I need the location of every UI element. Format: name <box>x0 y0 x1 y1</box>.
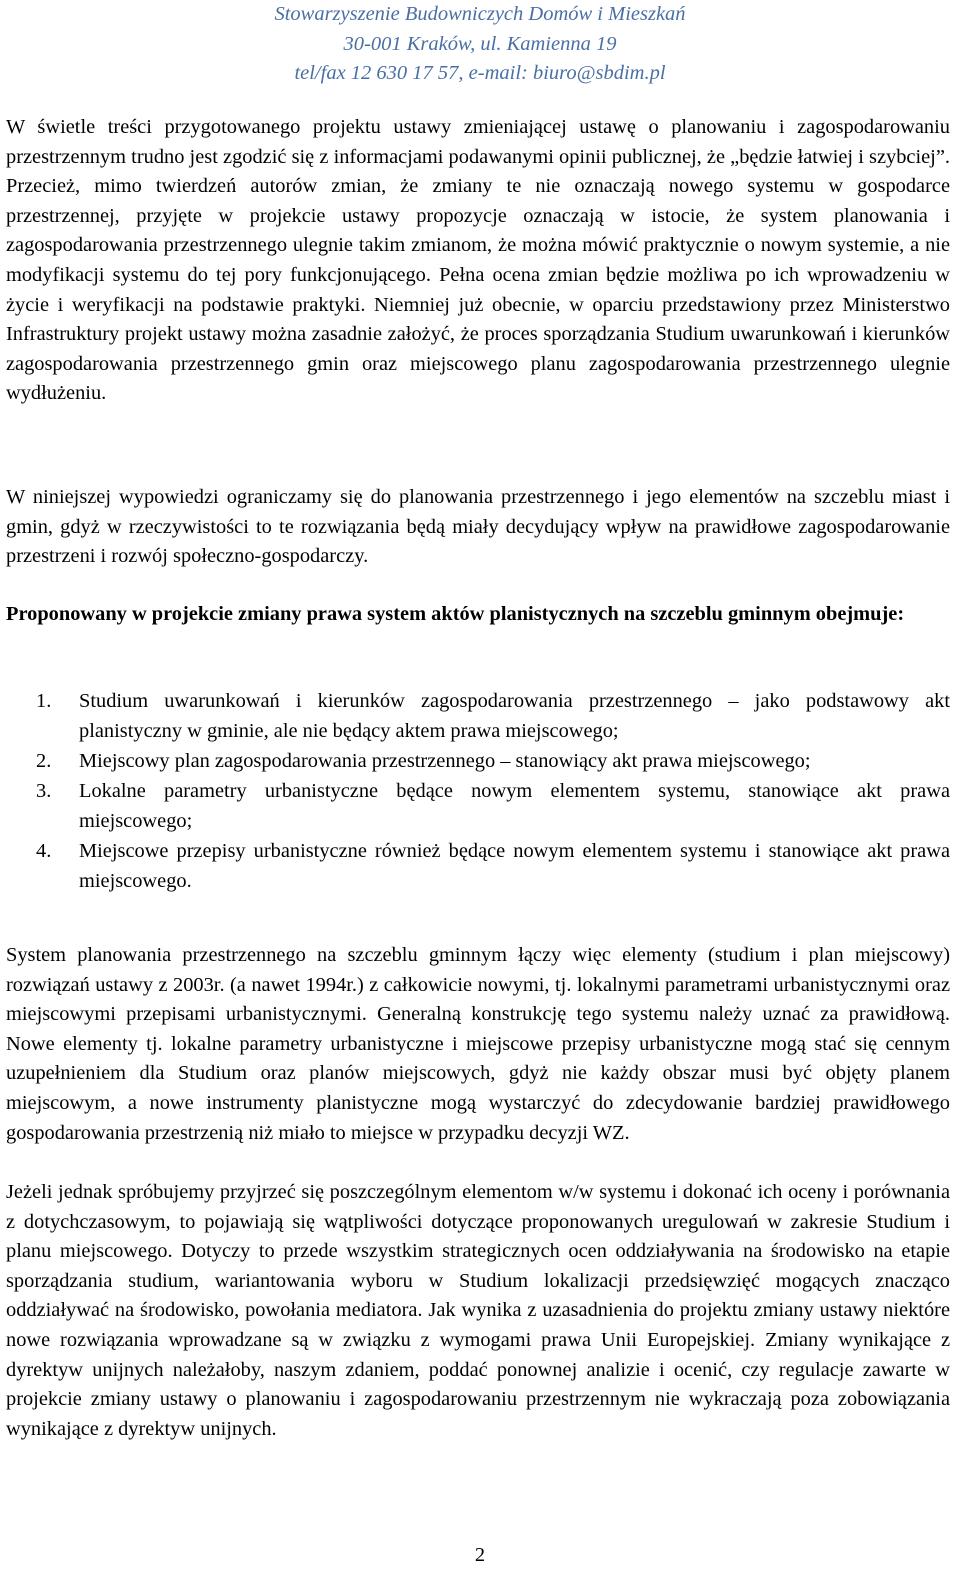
paragraph-doubts: Jeżeli jednak spróbujemy przyjrzeć się poszczególnym elementom w/w systemu i dokonać ich oceny i porównania z dotychczasowym, to pojawiają się wątpliwości dotyczące proponowanych uregulowań w zakresie Studium i planu miejscowego. Dotyczy to przede wszystkim strategicznych ocen oddziaływania na środowisko na etapie sporządzania studium, wariantowania wyboru w Studium lokalizacji przedsięwzięć mogących znacząco oddziaływać na środowisko, powołania mediatora. Jak wynika z uzasadnienia do projektu zmiany ustawy niektóre nowe rozwiązania wprowadzane są w związku z wymogami prawa Unii Europejskiej. Zmiany wynikające z dyrektyw unijnych należałoby, naszym zdaniem, poddać ponownej analizie i ocenić, czy regulacje zawarte w projekcie zmiany ustawy o planowaniu i zagospodarowaniu przestrzennym nie wykraczają poza zobowiązania wynikające z dyrektyw unijnych. <box>6 1181 950 1440</box>
page-number: 2 <box>474 1544 486 1566</box>
paragraph-scope: W niniejszej wypowiedzi ograniczamy się do planowania przestrzennego i jego elementów na szczeblu miast i gmin, gdyż w rzeczywistości to te rozwiązania będą miały decydujący wpływ na prawidłowe zagospodarowanie przestrzeni i rozwój społeczno-gospodarczy. <box>6 486 950 568</box>
list-item-number: 1. <box>36 690 52 712</box>
list-item-text: Lokalne parametry urbanistyczne będące nowym elementem systemu, stanowiące akt prawa miejscowego; <box>79 780 950 832</box>
paragraph-system-assessment: System planowania przestrzennego na szczeblu gminnym łączy więc elementy (studium i plan miejscowy) rozwiązań ustawy z 2003r. (a nawet 1994r.) z całkowicie nowymi, tj. lokalnymi parametrami urbanistycznymi oraz miejscowymi przepisami urbanistycznymi. Generalną konstrukcję tego systemu należy uznać za prawidłową. Nowe elementy tj. lokalne parametry urbanistyczne i miejscowe przepisy urbanistyczne mogą stać się cennym uzupełnieniem dla Studium oraz planów miejscowych, gdyż nie każdy obszar musi być objęty planem miejscowym, a nowe instrumenty planistyczne mogą wystarczyć do zdecydowanie bardziej prawidłowego gospodarowania przestrzenią niż miało to miejsce w przypadku decyzji WZ. <box>6 944 950 1144</box>
list-item-number: 2. <box>36 750 52 772</box>
list-item <box>0 776 950 836</box>
letterhead-address: 30-001 Kraków, ul. Kamienna 19 <box>343 32 617 55</box>
list-item-number: 4. <box>36 840 52 862</box>
list-item-text: Miejscowy plan zagospodarowania przestrzennego – stanowiący akt prawa miejscowego; <box>79 750 811 772</box>
letterhead <box>200 0 760 89</box>
list-item <box>0 686 950 746</box>
list-item-text: Studium uwarunkowań i kierunków zagospodarowania przestrzennego – jako podstawowy akt planistyczny w gminie, ale nie będący aktem prawa miejscowego; <box>79 690 950 742</box>
list-item-number: 3. <box>36 780 52 802</box>
paragraph-intro: W świetle treści przygotowanego projektu ustawy zmieniającej ustawę o planowaniu i zagospodarowaniu przestrzennym trudno jest zgodzić się z informacjami podawanymi opinii publicznej, że „będzie łatwiej i szybciej”. Przecież, mimo twierdzeń autorów zmian, że zmiany te nie oznaczają nowego systemu w gospodarce przestrzennej, przyjęte w projekcie ustawy propozycje oznaczają w istocie, że system planowania i zagospodarowania przestrzennego ulegnie takim zmianom, że można mówić praktycznie o nowym systemie, a nie modyfikacji systemu do tej pory funkcjonującego. Pełna ocena zmian będzie możliwa po ich wprowadzeniu w życie i weryfikacji na podstawie praktyki. Niemniej już obecnie, w oparciu przedstawiony przez Ministerstwo Infrastruktury projekt ustawy można zasadnie założyć, że proces sporządzania Studium uwarunkowań i kierunków zagospodarowania przestrzennego gmin oraz miejscowego planu zagospodarowania przestrzennego ulegnie wydłużeniu. <box>6 116 950 405</box>
list-item <box>0 746 950 776</box>
planning-acts-list <box>0 686 950 896</box>
section-heading: Proponowany w projekcie zmiany prawa system aktów planistycznych na szczeblu gminnym obejmuje: <box>6 603 905 625</box>
letterhead-organization: Stowarzyszenie Budowniczych Domów i Mieszkań <box>274 3 686 25</box>
letterhead-contact: tel/fax 12 630 17 57, e-mail: biuro@sbdim.pl <box>294 62 666 84</box>
list-item-text: Miejscowe przepisy urbanistyczne również będące nowym elementem systemu i stanowiące akt prawa miejscowego. <box>79 840 950 892</box>
list-item <box>0 836 950 896</box>
